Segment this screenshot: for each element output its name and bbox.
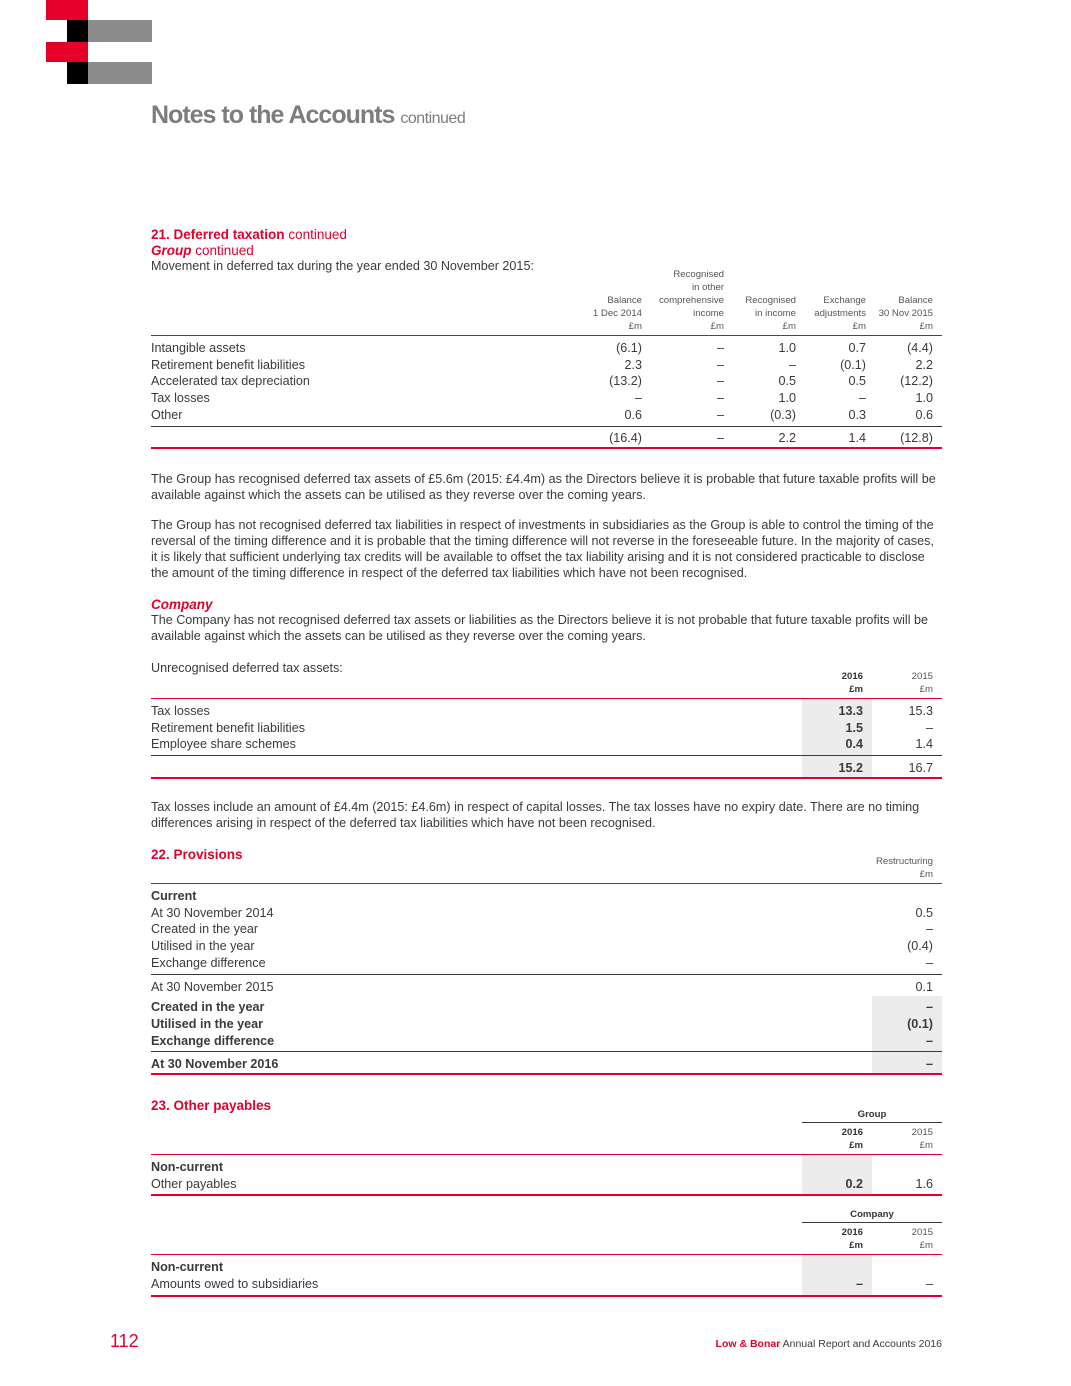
col-label: £m bbox=[919, 684, 933, 695]
cell: 1.0 bbox=[733, 336, 805, 357]
col-label: Restructuring bbox=[875, 856, 933, 867]
row-label: Utilised in the year bbox=[151, 939, 255, 954]
cell: (0.1) bbox=[872, 1016, 942, 1033]
table-row bbox=[151, 884, 942, 905]
company-label: Company bbox=[802, 1209, 942, 1223]
group-subheading-text: Group bbox=[151, 243, 192, 258]
provisions-heading: 22. Provisions bbox=[151, 847, 243, 862]
table-row bbox=[151, 390, 942, 407]
table-row bbox=[151, 699, 942, 720]
col-label: 2016 bbox=[841, 1227, 863, 1239]
table-row bbox=[151, 905, 942, 922]
row-label: At 30 November 2014 bbox=[151, 905, 274, 920]
row-label: Other payables bbox=[151, 1176, 802, 1196]
cell: – bbox=[858, 391, 866, 406]
cell: 2.2 bbox=[915, 357, 933, 372]
col-label: Recognised bbox=[745, 295, 796, 306]
cell: – bbox=[925, 922, 933, 937]
cell: – bbox=[872, 1052, 942, 1074]
cell: – bbox=[716, 357, 724, 372]
cell: – bbox=[716, 407, 724, 422]
current-label: Current bbox=[151, 884, 872, 905]
group-label: Group bbox=[802, 1098, 942, 1123]
table-row bbox=[151, 407, 942, 426]
col-label: £m bbox=[919, 321, 933, 332]
row-label: Exchange difference bbox=[151, 955, 266, 970]
col-label: £m bbox=[628, 321, 642, 332]
cell: – bbox=[716, 391, 724, 406]
col-label: Exchange bbox=[823, 295, 866, 306]
col-label: 2016 bbox=[841, 1127, 863, 1138]
logo-grey-bar-1 bbox=[88, 20, 152, 42]
col-label: £m bbox=[919, 1140, 933, 1151]
col-label: 2015 bbox=[911, 1227, 933, 1239]
group-recognised-para: The Group has recognised deferred tax assets of £5.6m (2015: £4.4m) as the Directors believe it is probable that future taxable profits will be available against which the assets can be utilised as they reverse over the coming years. bbox=[151, 472, 936, 502]
footer-brand: Low & Bonar bbox=[715, 1338, 781, 1350]
row-label: Retirement benefit liabilities bbox=[151, 720, 305, 735]
cell: 0.5 bbox=[778, 374, 796, 389]
logo-red-block-1 bbox=[46, 0, 88, 20]
row-label: Tax losses bbox=[151, 391, 210, 406]
col-label: 2015 bbox=[911, 1127, 933, 1138]
total-cell: 1.4 bbox=[805, 426, 875, 448]
page-title-main: Notes to the Accounts bbox=[151, 101, 395, 129]
cell: (0.4) bbox=[907, 939, 933, 954]
col-balance-2014 bbox=[569, 268, 651, 336]
cell: 0.1 bbox=[872, 974, 942, 996]
col-label: £m bbox=[852, 321, 866, 332]
row-label: Created in the year bbox=[151, 922, 259, 937]
col-2016 bbox=[802, 660, 872, 699]
cell-2015: – bbox=[872, 1276, 942, 1296]
table-total-row bbox=[151, 426, 942, 448]
company-subheading: Company bbox=[151, 597, 213, 612]
col-label: £m bbox=[710, 321, 724, 332]
table-row bbox=[151, 955, 942, 974]
col-recognised-income bbox=[733, 268, 805, 336]
cell-2016: 1.5 bbox=[802, 720, 872, 737]
payables-block bbox=[151, 1098, 942, 1297]
cell: 0.6 bbox=[915, 407, 933, 422]
cell-2016: 13.3 bbox=[802, 699, 872, 720]
unrecognised-table bbox=[151, 660, 942, 779]
table-row bbox=[151, 938, 942, 955]
col-label: £m bbox=[782, 321, 796, 332]
row-label: Retirement benefit liabilities bbox=[151, 357, 305, 372]
table-row bbox=[151, 357, 942, 374]
cell: 0.7 bbox=[805, 336, 875, 357]
row-label: Amounts owed to subsidiaries bbox=[151, 1276, 802, 1296]
table-row bbox=[151, 1255, 942, 1276]
row-label: Employee share schemes bbox=[151, 737, 296, 752]
col-restructuring bbox=[872, 847, 942, 884]
col-label: £m bbox=[849, 1140, 863, 1151]
provisions-header bbox=[151, 847, 942, 884]
cell: 2.3 bbox=[624, 357, 642, 372]
table-row bbox=[151, 1176, 942, 1196]
provisions-block bbox=[151, 847, 942, 1075]
unrecognised-block bbox=[151, 660, 942, 779]
logo-red-block-2 bbox=[46, 42, 88, 62]
tax-losses-para: Tax losses include an amount of £4.4m (2015: £4.6m) in respect of capital losses. The tax losses have no expiry date. There are no timing differences arising in respect of the deferred tax liabilities which have not been recognised. bbox=[151, 800, 920, 830]
movement-table bbox=[151, 268, 942, 449]
cell: 1.0 bbox=[778, 391, 796, 406]
table-row bbox=[151, 373, 942, 390]
cell: – bbox=[716, 374, 724, 389]
cell: (4.4) bbox=[875, 336, 942, 357]
footer-report: Annual Report and Accounts 2016 bbox=[782, 1338, 942, 1350]
table-total-row bbox=[151, 756, 942, 778]
cell: 0.3 bbox=[848, 407, 866, 422]
cell: (12.2) bbox=[900, 374, 933, 389]
total-cell: (12.8) bbox=[875, 426, 942, 448]
cell-2015: 15.3 bbox=[872, 699, 942, 720]
total-cell: 2.2 bbox=[733, 426, 805, 448]
cell: (13.2) bbox=[609, 374, 642, 389]
group-subheading-suffix: continued bbox=[195, 243, 254, 258]
col-recognised-oci bbox=[651, 268, 733, 336]
cell: – bbox=[634, 391, 642, 406]
note21-heading-suffix: continued bbox=[288, 227, 347, 242]
col-label: in other bbox=[692, 282, 724, 293]
table-row bbox=[151, 1033, 942, 1052]
table-row bbox=[151, 1016, 942, 1033]
cell: (0.3) bbox=[770, 407, 796, 422]
row-label: Accelerated tax depreciation bbox=[151, 374, 310, 389]
col-label: Balance bbox=[607, 295, 642, 306]
total-cell: – bbox=[651, 426, 733, 448]
col-label: 30 Nov 2015 bbox=[878, 308, 933, 319]
col-2015 bbox=[872, 1223, 942, 1255]
col-label: in income bbox=[754, 308, 796, 319]
col-2015 bbox=[872, 660, 942, 699]
table-total-row bbox=[151, 1052, 942, 1074]
payables-group-header bbox=[151, 1123, 942, 1155]
cell: 0.5 bbox=[848, 374, 866, 389]
page-number: 112 bbox=[110, 1331, 139, 1351]
note21-heading bbox=[151, 227, 942, 242]
cell: 0.5 bbox=[915, 905, 933, 920]
page-title bbox=[151, 101, 465, 130]
col-label: 2015 bbox=[911, 671, 933, 682]
logo-black-block-2 bbox=[67, 62, 88, 84]
cell: 1.0 bbox=[915, 391, 933, 406]
col-label: 1 Dec 2014 bbox=[592, 308, 642, 319]
col-label: Recognised bbox=[673, 269, 724, 280]
logo-black-block-1 bbox=[67, 20, 88, 42]
note21-heading-block bbox=[151, 227, 942, 274]
row-label: Intangible assets bbox=[151, 336, 569, 357]
col-2016 bbox=[802, 1223, 872, 1255]
cell: – bbox=[651, 336, 733, 357]
row-label: Exchange difference bbox=[151, 1033, 275, 1048]
row-label: At 30 November 2016 bbox=[151, 1052, 872, 1074]
cell-2015: 1.4 bbox=[915, 737, 933, 752]
company-label-row bbox=[151, 1209, 942, 1223]
row-label: Tax losses bbox=[151, 699, 802, 720]
row-label: Other bbox=[151, 407, 183, 422]
group-not-recognised-para: The Group has not recognised deferred tax liabilities in respect of investments in subsidiaries as the Group is able to control the timing of the reversal of the timing difference and it is probable that the timing difference will not reverse in the foreseeable future. In the majority of cases, it is likely that sufficient underlying tax credits will be available to offset the tax liability arising and it is not considered practicable to disclose the amount of the timing difference in respect of the deferred tax liabilities which have not been recognised. bbox=[151, 518, 934, 580]
col-label: £m bbox=[919, 869, 933, 880]
cell-2015: 1.6 bbox=[872, 1176, 942, 1196]
movement-table-block bbox=[151, 268, 942, 449]
table-row bbox=[151, 1155, 942, 1176]
note21-heading-text: 21. Deferred taxation bbox=[151, 227, 285, 242]
noncurrent-label: Non-current bbox=[151, 1255, 802, 1276]
col-balance-2015 bbox=[875, 268, 942, 336]
cell-2016: 0.4 bbox=[802, 736, 872, 755]
col-2016 bbox=[802, 1123, 872, 1155]
col-exchange bbox=[805, 268, 875, 336]
page-title-suffix: continued bbox=[400, 110, 466, 127]
table-row bbox=[151, 1276, 942, 1296]
row-label: Utilised in the year bbox=[151, 1017, 263, 1032]
company-para: The Company has not recognised deferred tax assets or liabilities as the Directors believe it is not probable that future taxable profits will be available against which the assets can be utilised as they reverse over the coming years. bbox=[151, 613, 929, 643]
payables-company-header bbox=[151, 1223, 942, 1255]
noncurrent-label: Non-current bbox=[151, 1155, 802, 1176]
col-label: £m bbox=[919, 1240, 933, 1252]
row-label: Created in the year bbox=[151, 1000, 265, 1015]
col-2015 bbox=[872, 1123, 942, 1155]
total-2016: 15.2 bbox=[802, 756, 872, 778]
payables-company-table bbox=[151, 1209, 942, 1296]
logo-grey-bar-2 bbox=[88, 62, 152, 84]
cell-2015: – bbox=[925, 720, 933, 735]
col-label: Balance bbox=[898, 295, 933, 306]
table-row bbox=[151, 720, 942, 737]
table-row bbox=[151, 921, 942, 938]
movement-intro: Movement in deferred tax during the year ended 30 November 2015: bbox=[151, 259, 534, 273]
cell: (6.1) bbox=[569, 336, 651, 357]
payables-heading: 23. Other payables bbox=[151, 1098, 272, 1113]
col-label: 2016 bbox=[841, 671, 863, 682]
col-label: comprehensive bbox=[658, 295, 724, 306]
footer-report-title bbox=[716, 1338, 942, 1350]
col-label: income bbox=[693, 308, 724, 319]
cell-2016: 0.2 bbox=[802, 1176, 872, 1196]
table-row bbox=[151, 974, 942, 996]
cell: (0.1) bbox=[840, 357, 866, 372]
company-block bbox=[151, 597, 942, 644]
col-label: £m bbox=[849, 684, 863, 695]
provisions-table bbox=[151, 847, 942, 1075]
table-row bbox=[151, 996, 942, 1016]
table-row bbox=[151, 336, 942, 357]
cell: – bbox=[872, 1033, 942, 1052]
group-subheading bbox=[151, 243, 942, 258]
cell: 0.6 bbox=[624, 407, 642, 422]
movement-table-header bbox=[151, 268, 942, 336]
cell: – bbox=[788, 357, 796, 372]
total-2015: 16.7 bbox=[872, 756, 942, 778]
cell: – bbox=[925, 955, 933, 970]
col-label: adjustments bbox=[814, 308, 866, 319]
table-row bbox=[151, 736, 942, 755]
unrecognised-intro: Unrecognised deferred tax assets: bbox=[151, 661, 343, 675]
total-cell: (16.4) bbox=[569, 426, 651, 448]
cell: – bbox=[872, 996, 942, 1016]
col-label: £m bbox=[849, 1240, 863, 1252]
row-label: At 30 November 2015 bbox=[151, 974, 872, 996]
cell-2016: – bbox=[802, 1276, 872, 1296]
